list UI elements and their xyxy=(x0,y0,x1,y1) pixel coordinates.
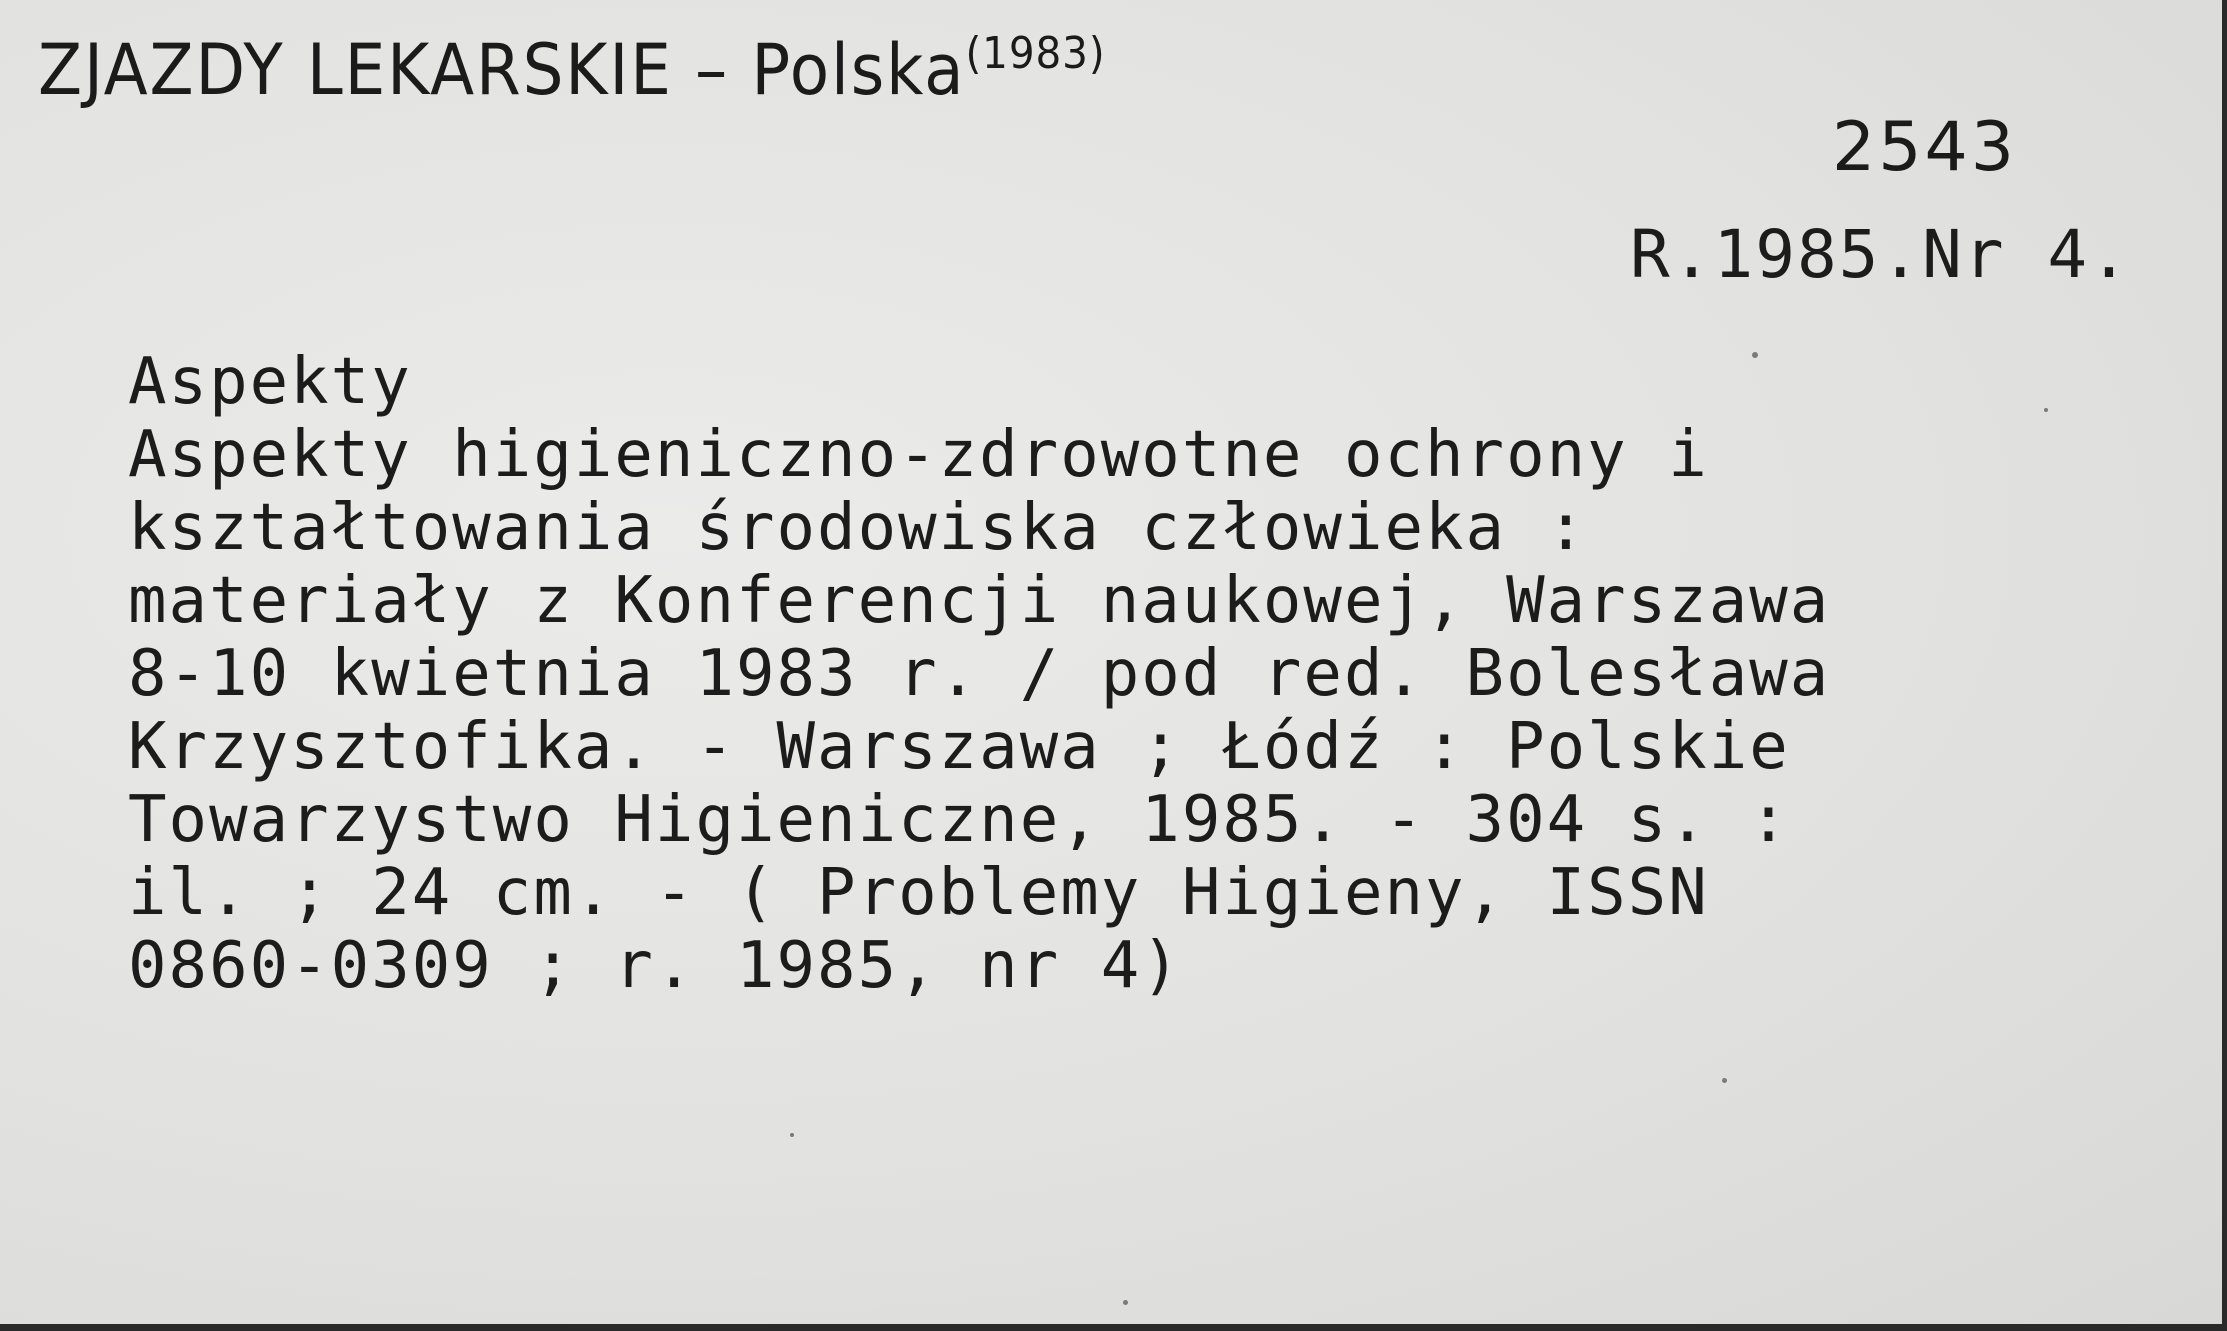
entry-line: 0860-0309 ; r. 1985, nr 4) xyxy=(128,929,1182,1003)
entry-line: kształtowania środowiska człowieka : xyxy=(128,491,1588,565)
entry-line: Aspekty higieniczno-zdrowotne ochrony i xyxy=(128,418,1709,492)
entry-line: Krzysztofika. - Warszawa ; Łódź : Polskie xyxy=(128,710,1790,784)
entry-line: Towarzystwo Higieniczne, 1985. - 304 s. : xyxy=(128,783,1790,857)
paper-speck xyxy=(790,1133,794,1137)
bibliographic-description xyxy=(128,346,1830,1003)
heading-date: (1983) xyxy=(965,28,1106,79)
entry-line: Aspekty xyxy=(128,345,412,419)
heading-subject: ZJAZDY LEKARSKIE – Polska xyxy=(38,29,966,111)
entry-line: il. ; 24 cm. - ( Problemy Higieny, ISSN xyxy=(128,856,1709,930)
paper-speck xyxy=(1722,1078,1727,1083)
entry-line: 8-10 kwietnia 1983 r. / pod red. Bolesława xyxy=(128,637,1831,711)
paper-speck xyxy=(1752,352,1758,358)
entry-line: materiały z Konferencji naukowej, Warszawa xyxy=(128,564,1831,638)
paper-speck xyxy=(1123,1300,1128,1305)
shelf-signature: R.1985.Nr 4. xyxy=(1630,216,2131,293)
paper-speck xyxy=(2044,408,2048,412)
card-heading xyxy=(38,28,1106,111)
call-number: 2543 xyxy=(1832,108,2018,187)
